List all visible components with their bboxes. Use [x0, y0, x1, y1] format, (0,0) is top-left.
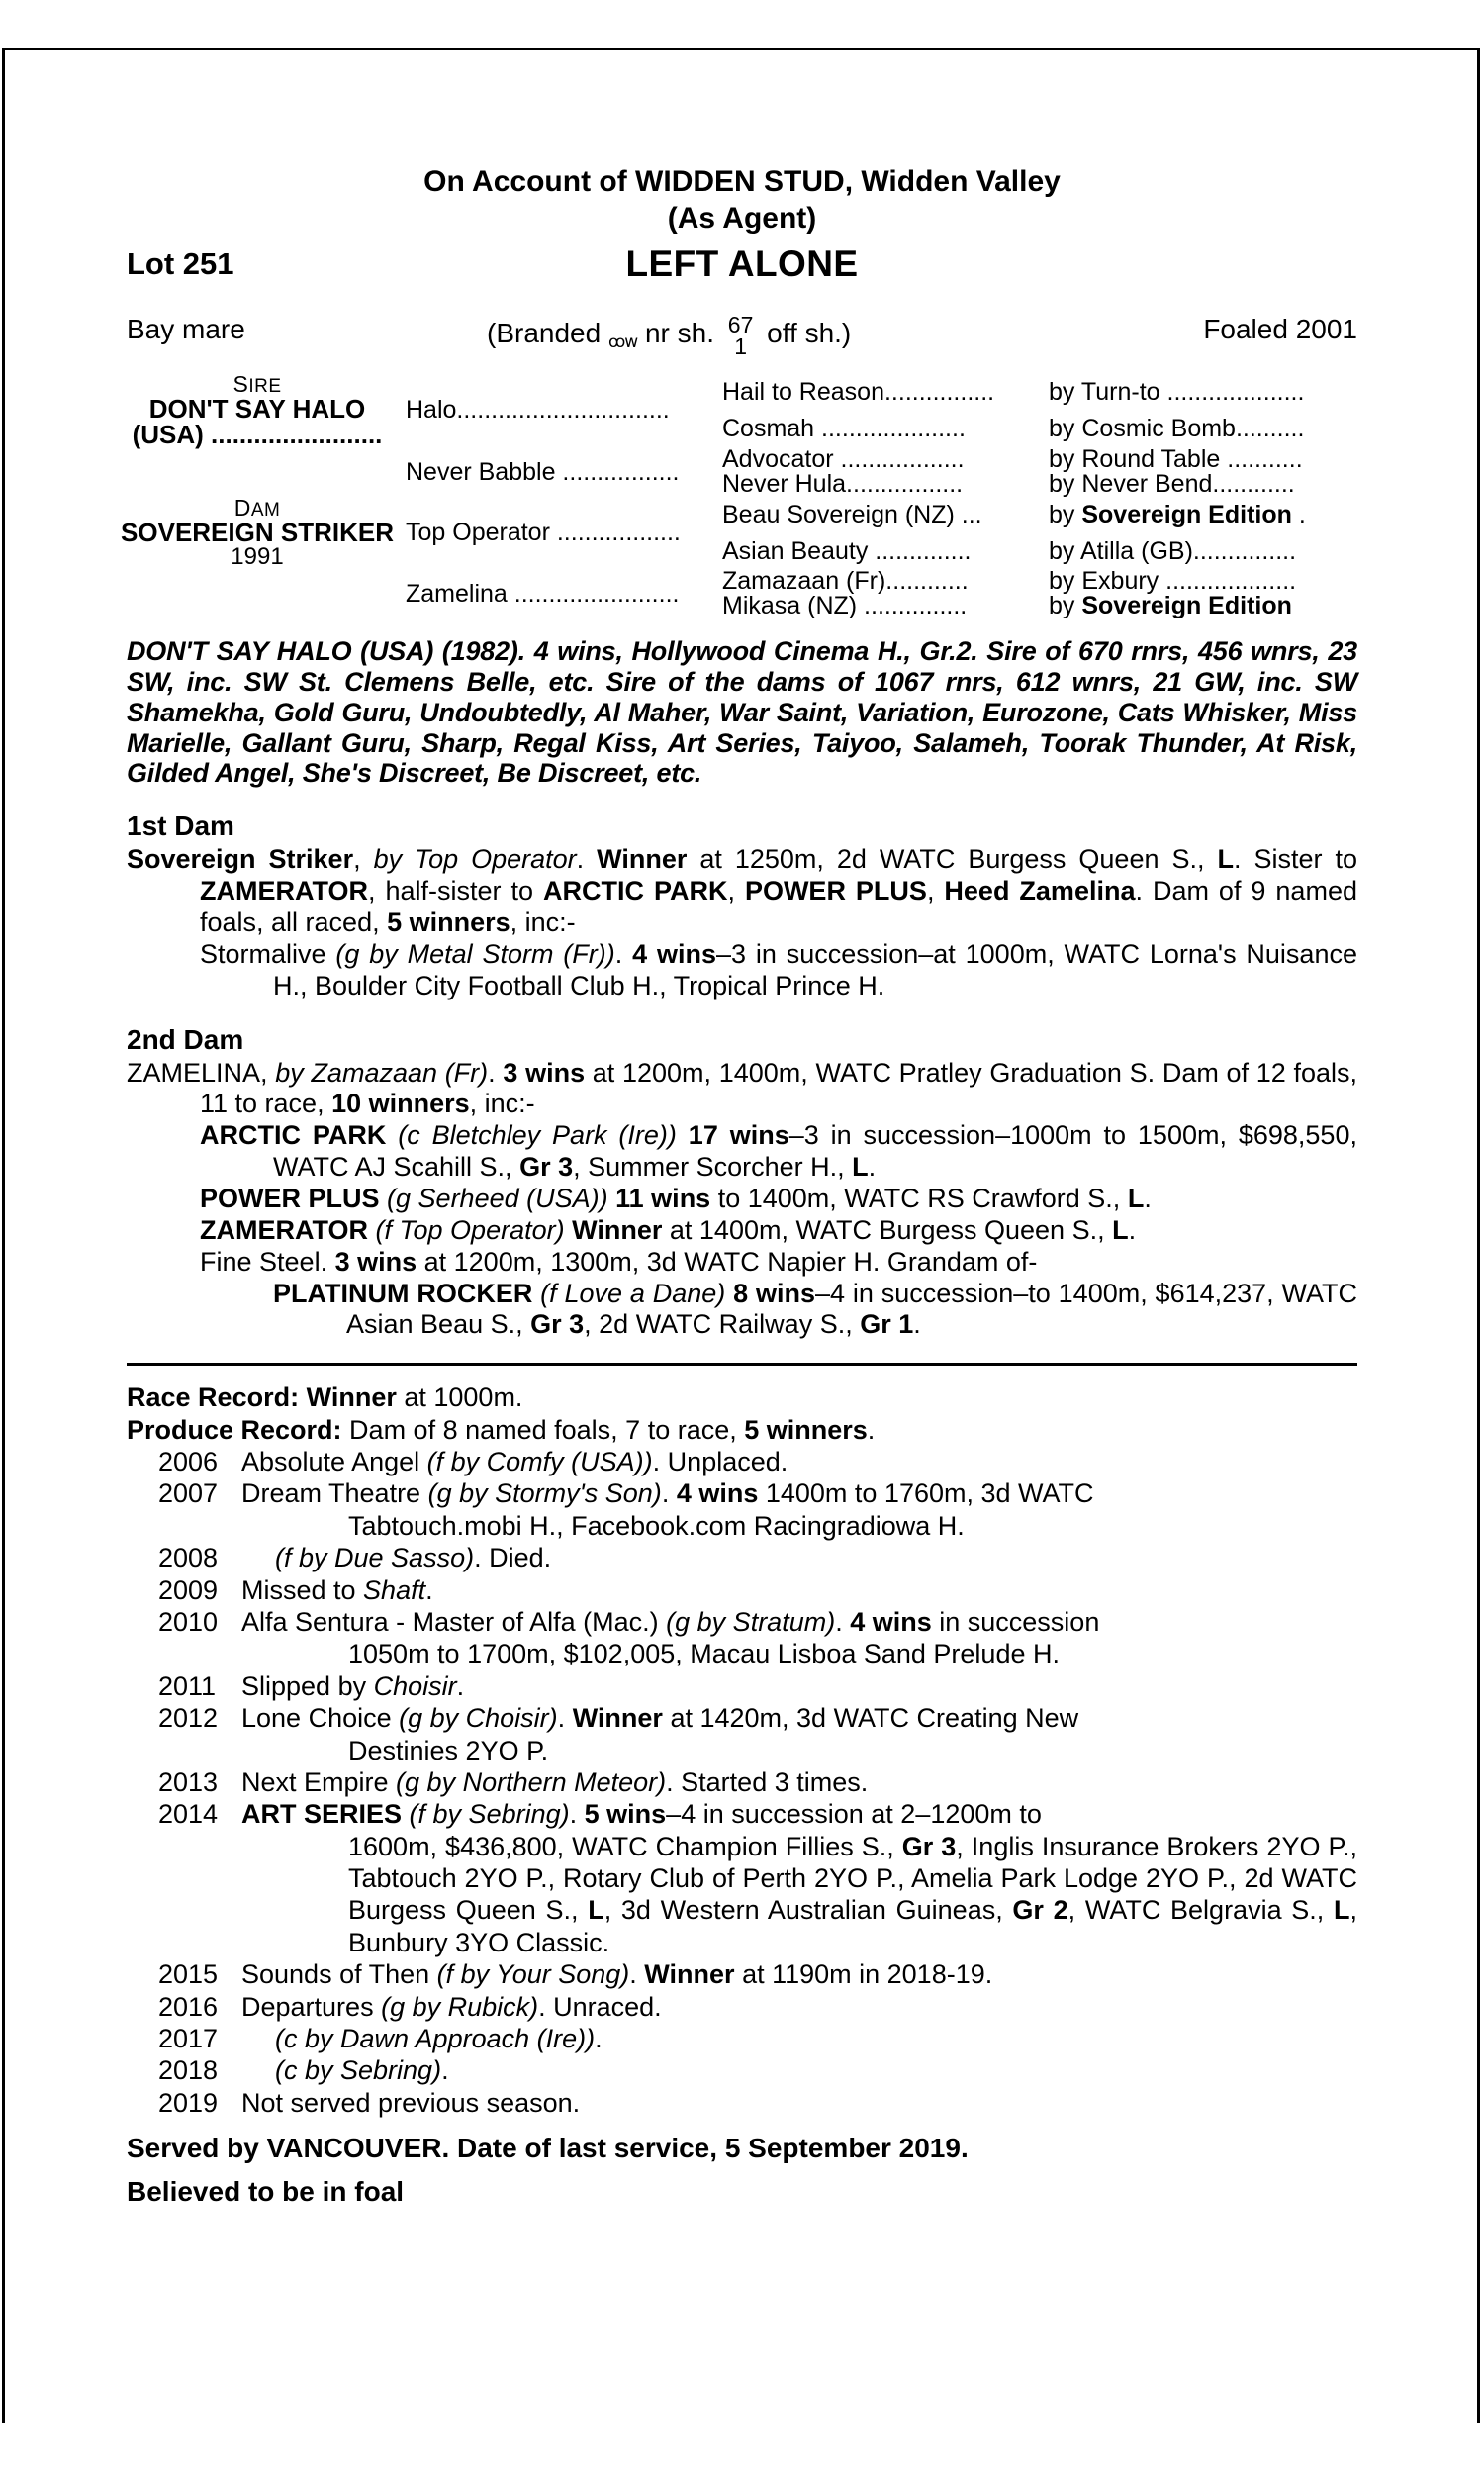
produce-entry — [158, 1542, 1357, 1573]
produce-detail: ART SERIES (f by Sebring). 5 wins–4 in succession at 2–1200m to 1600m, $436,800, WATC Champion Fillies S., Gr 3, Inglis Insurance Brokers 2YO P., Tabtouch 2YO P., Rotary Club of Perth 2YO P., Amelia Park Lodge 2YO P., 2d WATC Burgess Queen S., L, 3d Western Australian Guineas, Gr 2, WATC Belgravia S., L, Bunbury 3YO Classic. — [241, 1799, 1358, 1957]
gen4-cell-4 — [1049, 497, 1484, 533]
produce-entry — [158, 1574, 1357, 1606]
progeny-sire-note: (f Love a Dane) — [540, 1278, 726, 1308]
gen4-cell-1 — [1049, 411, 1484, 448]
produce-entry — [158, 1606, 1357, 1670]
pedigree-gen4-2: by Round Table ........... — [1049, 445, 1303, 474]
produce-entry — [158, 1670, 1357, 1702]
pedigree-gen2-3: Zamelina ........................ — [406, 579, 680, 608]
foaled-year: Foaled 2001 — [1203, 314, 1357, 345]
served-by-line: Served by VANCOUVER. Date of last service, 5 September 2019. — [127, 2133, 969, 2164]
second-dam-progeny-row: POWER PLUS (g Serheed (USA)) 11 wins to 1400m, WATC RS Crawford S., L. — [200, 1183, 1152, 1213]
pedigree-table — [0, 373, 1484, 618]
produce-detail: Not served previous season. — [241, 2087, 581, 2118]
pedigree-gen4-7: by Sovereign Edition — [1049, 592, 1292, 620]
dam-label: DAM — [233, 495, 281, 522]
gen3-cell-0 — [722, 373, 1049, 411]
produce-year: 2006 — [158, 1447, 219, 1477]
produce-detail: Lone Choice (g by Choisir). Winner at 1420m, 3d WATC Creating New Destinies 2YO P. — [241, 1703, 1079, 1765]
fine-steel-row: Fine Steel. 3 wins at 1200m, 1300m, 3d WATC Napier H. Grandam of- — [200, 1246, 1038, 1277]
dam-dam-spacer — [0, 569, 406, 618]
pedigree-gen2-2: Top Operator .................. — [406, 519, 681, 547]
produce-entries — [127, 1446, 1357, 2119]
pedigree-row — [0, 497, 1484, 533]
produce-year: 2018 — [158, 2055, 219, 2086]
sire-dam-spacer — [0, 447, 406, 497]
gen4-cell-6 — [1049, 569, 1484, 594]
brand-description — [487, 312, 852, 360]
pedigree-gen3-2: Advocator .................. — [722, 445, 965, 474]
horse-name: LEFT ALONE — [625, 243, 859, 285]
second-dam-paragraph: ZAMELINA, by Zamazaan (Fr). 3 wins at 1200m, 1400m, WATC Pratley Graduation S. Dam of 12 foals, 11 to race, 10 winners, inc:- — [127, 1057, 1357, 1119]
dam-dam-cell — [406, 569, 722, 618]
branded-near-shoulder: nr sh. — [644, 318, 715, 349]
sire-label: SIRE — [232, 371, 282, 398]
colour-and-sex: Bay mare — [127, 314, 245, 345]
progeny-name: PLATINUM ROCKER — [273, 1278, 533, 1308]
brand-glyph-icon: ꝏw — [607, 332, 638, 352]
gen3-cell-4 — [722, 497, 1049, 533]
second-dam-heading: 2nd Dam — [127, 1023, 244, 1055]
produce-detail: Dream Theatre (g by Stormy's Son). 4 wins 1400m to 1760m, 3d WATC Tabtouch.mobi H., Facebook.com Racingradiowa H. — [241, 1478, 1094, 1541]
description-row — [0, 308, 1484, 365]
produce-entry-art-series — [158, 1798, 1357, 1958]
produce-year: 2017 — [158, 2024, 219, 2054]
vendor-header — [0, 0, 1484, 237]
sire-name: DON'T SAY HALO — [148, 394, 366, 425]
sire-sire-cell — [406, 373, 722, 447]
pedigree-gen3-7: Mikasa (NZ) ............... — [722, 592, 968, 620]
branded-prefix: (Branded — [487, 318, 602, 349]
produce-record-line: Produce Record: Dam of 8 named foals, 7 to race, 5 winners. — [127, 1414, 876, 1445]
second-dam-by: by Zamazaan (Fr) — [275, 1057, 489, 1088]
progeny-name: POWER PLUS — [200, 1183, 380, 1213]
pedigree-gen4-1: by Cosmic Bomb.......... — [1049, 415, 1305, 443]
lot-number: Lot 251 — [127, 246, 234, 282]
produce-entry — [158, 1991, 1357, 2023]
produce-entry — [158, 2054, 1357, 2086]
pedigree-gen4-4: by Sovereign Edition . — [1049, 501, 1306, 529]
gen4-cell-3 — [1049, 472, 1484, 497]
fine-steel-name: Fine Steel — [200, 1246, 321, 1277]
dam-name: SOVEREIGN STRIKER — [121, 518, 394, 548]
pedigree-gen3-0: Hail to Reason................ — [722, 377, 995, 406]
gen4-cell-2 — [1049, 447, 1484, 472]
vendor-account-line: On Account of WIDDEN STUD, Widden Valley — [423, 165, 1061, 198]
gen3-cell-5 — [722, 533, 1049, 570]
vendor-agent-line: (As Agent) — [667, 202, 817, 236]
produce-entry — [158, 1958, 1357, 1990]
progeny-name: ZAMERATOR — [200, 1214, 368, 1245]
pedigree-gen4-5: by Atilla (GB)............... — [1049, 536, 1297, 565]
pedigree-row — [0, 569, 1484, 594]
sire-summary-paragraph: DON'T SAY HALO (USA) (1982). 4 wins, Hollywood Cinema H., Gr.2. Sire of 670 rnrs, 456 wnrs, 23 SW, inc. SW St. Clemens Belle, etc. Sire of the dams of 1067 rnrs, 612 wnrs, 21 GW, inc. SW Shamekha, Gold Guru, Undoubtedly, Al Maher, War Saint, Variation, Eurozone, Cats Whisker, Miss Marielle, Gallant Guru, Sharp, Regal Kiss, Art Series, Taiyoo, Salameh, Toorak Thunder, At Risk, Gilded Angel, She's Discreet, Be Discreet, etc. — [127, 636, 1357, 789]
produce-year: 2009 — [158, 1574, 219, 1605]
second-dam-progeny-row: ZAMERATOR (f Top Operator) Winner at 1400m, WATC Burgess Queen S., L. — [200, 1214, 1137, 1245]
produce-year: 2010 — [158, 1606, 219, 1637]
gen3-cell-6 — [722, 569, 1049, 594]
produce-detail: (f by Due Sasso). Died. — [275, 1543, 552, 1573]
lot-row — [0, 243, 1484, 302]
pedigree-gen3-6: Zamazaan (Fr)............ — [722, 567, 969, 596]
produce-detail: Departures (g by Rubick). Unraced. — [241, 1991, 662, 2022]
pedigree-gen3-1: Cosmah ..................... — [722, 415, 966, 443]
dam-cell — [0, 497, 406, 569]
produce-entry — [158, 1446, 1357, 1477]
first-dam-progeny-row: Stormalive (g by Metal Storm (Fr)). 4 wins–3 in succession–at 1000m, WATC Lorna's Nuisance H., Boulder City Football Club H., Tropical Prince H. — [200, 938, 1357, 1000]
pedigree-gen3-5: Asian Beauty .............. — [722, 536, 972, 565]
branded-off-shoulder: off sh.) — [767, 318, 852, 349]
produce-detail: Slipped by Choisir. — [241, 1670, 465, 1701]
platinum-rocker-row: PLATINUM ROCKER (f Love a Dane) 8 wins–4 in succession–to 1400m, $614,237, WATC Asian Beau S., Gr 3, 2d WATC Railway S., Gr 1. — [273, 1278, 1357, 1340]
gen3-cell-2 — [722, 447, 1049, 472]
pedigree-gen2-1: Never Babble ................. — [406, 457, 680, 486]
pedigree-row — [0, 373, 1484, 411]
produce-detail: Missed to Shaft. — [241, 1574, 433, 1605]
brand-numerator: 67 — [727, 312, 754, 338]
gen3-cell-3 — [722, 472, 1049, 497]
progeny-name: Stormalive — [200, 938, 326, 969]
art-series-name: ART SERIES — [241, 1799, 403, 1830]
gen4-cell-5 — [1049, 533, 1484, 570]
first-dam-paragraph: Sovereign Striker, by Top Operator. Winner at 1250m, 2d WATC Burgess Queen S., L. Sister to ZAMERATOR, half-sister to ARCTIC PARK, POWER PLUS, Heed Zamelina. Dam of 9 named foals, all raced, 5 winners, inc:- — [127, 844, 1357, 937]
produce-entry — [158, 1766, 1357, 1798]
produce-detail: Absolute Angel (f by Comfy (USA)). Unplaced. — [241, 1447, 788, 1477]
first-dam-name: Sovereign Striker — [127, 844, 354, 875]
brand-number-fraction — [727, 312, 754, 360]
pedigree-gen4-0: by Turn-to .................... — [1049, 377, 1305, 406]
produce-detail: (c by Dawn Approach (Ire)). — [275, 2024, 603, 2054]
produce-year: 2008 — [158, 1543, 219, 1573]
sire-name-country: (USA) ........................ — [132, 420, 383, 450]
gen3-cell-7 — [722, 594, 1049, 618]
produce-entry — [158, 2087, 1357, 2119]
sire-cell — [0, 371, 406, 450]
produce-entry — [158, 2023, 1357, 2054]
race-record-line: Race Record: Winner at 1000m. — [127, 1382, 523, 1413]
sire-dam-cell — [406, 447, 722, 497]
produce-year: 2016 — [158, 1991, 219, 2022]
produce-entry — [158, 1702, 1357, 1766]
dam-sire-cell — [406, 497, 722, 569]
progeny-sire-note: (g Serheed (USA)) — [387, 1183, 608, 1213]
produce-year: 2007 — [158, 1478, 219, 1509]
gen3-cell-1 — [722, 411, 1049, 448]
produce-detail: (c by Sebring). — [275, 2055, 449, 2086]
first-dam-by: by Top Operator — [373, 844, 577, 875]
first-dam-heading: 1st Dam — [127, 810, 234, 842]
produce-year: 2011 — [158, 1670, 217, 1701]
produce-record-label: Produce Record: — [127, 1414, 342, 1445]
gen4-cell-7 — [1049, 594, 1484, 618]
race-record-label: Race Record: — [127, 1382, 300, 1413]
pedigree-gen2-0: Halo............................... — [406, 396, 670, 425]
section-divider — [127, 1363, 1357, 1366]
pedigree-gen4-6: by Exbury ................... — [1049, 567, 1297, 596]
produce-detail: Alfa Sentura - Master of Alfa (Mac.) (g by Stratum). 4 wins in succession 1050m to 1700m, $102,005, Macau Lisboa Sand Prelude H. — [241, 1606, 1100, 1669]
produce-detail: Next Empire (g by Northern Meteor). Started 3 times. — [241, 1766, 869, 1797]
pedigree-gen4-3: by Never Bend............ — [1049, 470, 1295, 499]
pedigree-row — [0, 447, 1484, 472]
gen4-cell-0 — [1049, 373, 1484, 411]
second-dam-name: ZAMELINA — [127, 1057, 261, 1088]
pedigree-gen3-4: Beau Sovereign (NZ) ... — [722, 501, 982, 529]
in-foal-line: Believed to be in foal — [127, 2176, 405, 2208]
pedigree-gen3-3: Never Hula................. — [722, 470, 964, 499]
produce-detail: Sounds of Then (f by Your Song). Winner at 1190m in 2018-19. — [241, 1959, 993, 1990]
progeny-sire-note: (g by Metal Storm (Fr)) — [335, 938, 615, 969]
produce-year: 2015 — [158, 1959, 219, 1990]
progeny-sire-note: (c Bletchley Park (Ire)) — [398, 1120, 677, 1151]
produce-entry — [158, 1477, 1357, 1542]
produce-year: 2013 — [158, 1766, 219, 1797]
produce-year: 2012 — [158, 1703, 219, 1734]
second-dam-progeny-row: ARCTIC PARK (c Bletchley Park (Ire)) 17 wins–3 in succession–1000m to 1500m, $698,550, WATC AJ Scahill S., Gr 3, Summer Scorcher H., L. — [200, 1120, 1357, 1183]
progeny-sire-note: (f Top Operator) — [375, 1214, 565, 1245]
produce-year: 2014 — [158, 1799, 219, 1830]
brand-denominator: 1 — [734, 333, 747, 360]
produce-year: 2019 — [158, 2087, 219, 2118]
progeny-name: ARCTIC PARK — [200, 1120, 387, 1151]
dam-year: 1991 — [231, 543, 284, 571]
